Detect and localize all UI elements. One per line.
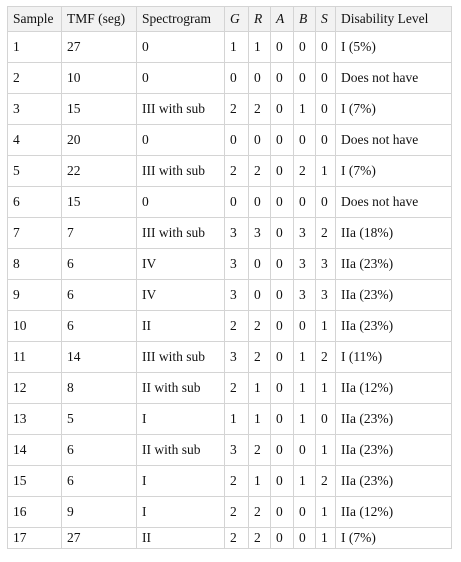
cell-b: 3 bbox=[294, 218, 316, 249]
cell-disability-level: IIa (23%) bbox=[336, 311, 452, 342]
cell-tmf: 8 bbox=[62, 373, 137, 404]
cell-disability-level: IIa (23%) bbox=[336, 249, 452, 280]
cell-b: 0 bbox=[294, 32, 316, 63]
cell-s: 3 bbox=[316, 280, 336, 311]
table-row bbox=[8, 528, 452, 549]
cell-g: 2 bbox=[225, 528, 249, 549]
cell-r: 1 bbox=[249, 373, 271, 404]
cell-b: 0 bbox=[294, 435, 316, 466]
cell-disability-level: I (7%) bbox=[336, 94, 452, 125]
cell-tmf: 27 bbox=[62, 32, 137, 63]
cell-b: 0 bbox=[294, 125, 316, 156]
column-header-spectrogram: Spectrogram bbox=[137, 7, 225, 32]
cell-b: 1 bbox=[294, 94, 316, 125]
cell-sample: 3 bbox=[8, 94, 62, 125]
cell-b: 0 bbox=[294, 497, 316, 528]
cell-s: 1 bbox=[316, 156, 336, 187]
cell-sample: 10 bbox=[8, 311, 62, 342]
cell-a: 0 bbox=[271, 311, 294, 342]
column-header-tmf: TMF (seg) bbox=[62, 7, 137, 32]
cell-a: 0 bbox=[271, 466, 294, 497]
cell-s: 0 bbox=[316, 63, 336, 94]
cell-s: 1 bbox=[316, 435, 336, 466]
column-header-b: B bbox=[294, 7, 316, 32]
table-row bbox=[8, 94, 452, 125]
table-row bbox=[8, 218, 452, 249]
cell-g: 2 bbox=[225, 497, 249, 528]
cell-r: 2 bbox=[249, 156, 271, 187]
cell-spectrogram: II bbox=[137, 528, 225, 549]
cell-r: 0 bbox=[249, 187, 271, 218]
cell-spectrogram: 0 bbox=[137, 125, 225, 156]
cell-s: 1 bbox=[316, 311, 336, 342]
cell-s: 3 bbox=[316, 249, 336, 280]
cell-spectrogram: III with sub bbox=[137, 156, 225, 187]
table-row bbox=[8, 342, 452, 373]
cell-g: 3 bbox=[225, 249, 249, 280]
cell-b: 0 bbox=[294, 311, 316, 342]
cell-b: 1 bbox=[294, 342, 316, 373]
cell-disability-level: IIa (23%) bbox=[336, 466, 452, 497]
cell-b: 1 bbox=[294, 466, 316, 497]
cell-sample: 11 bbox=[8, 342, 62, 373]
cell-r: 2 bbox=[249, 497, 271, 528]
cell-r: 2 bbox=[249, 342, 271, 373]
cell-g: 3 bbox=[225, 218, 249, 249]
cell-s: 2 bbox=[316, 466, 336, 497]
cell-a: 0 bbox=[271, 32, 294, 63]
column-header-r: R bbox=[249, 7, 271, 32]
cell-tmf: 6 bbox=[62, 466, 137, 497]
cell-tmf: 22 bbox=[62, 156, 137, 187]
cell-spectrogram: II bbox=[137, 311, 225, 342]
cell-b: 0 bbox=[294, 528, 316, 549]
cell-spectrogram: I bbox=[137, 404, 225, 435]
table-row bbox=[8, 373, 452, 404]
cell-a: 0 bbox=[271, 63, 294, 94]
cell-g: 1 bbox=[225, 404, 249, 435]
table-row bbox=[8, 125, 452, 156]
cell-r: 2 bbox=[249, 311, 271, 342]
cell-s: 0 bbox=[316, 94, 336, 125]
cell-b: 1 bbox=[294, 404, 316, 435]
cell-r: 0 bbox=[249, 63, 271, 94]
cell-sample: 5 bbox=[8, 156, 62, 187]
cell-g: 2 bbox=[225, 373, 249, 404]
cell-r: 1 bbox=[249, 32, 271, 63]
cell-g: 0 bbox=[225, 125, 249, 156]
cell-g: 2 bbox=[225, 466, 249, 497]
cell-g: 1 bbox=[225, 32, 249, 63]
cell-disability-level: IIa (18%) bbox=[336, 218, 452, 249]
cell-spectrogram: 0 bbox=[137, 63, 225, 94]
cell-sample: 14 bbox=[8, 435, 62, 466]
cell-s: 1 bbox=[316, 497, 336, 528]
table-row bbox=[8, 497, 452, 528]
cell-disability-level: IIa (23%) bbox=[336, 280, 452, 311]
cell-sample: 2 bbox=[8, 63, 62, 94]
cell-r: 3 bbox=[249, 218, 271, 249]
cell-sample: 9 bbox=[8, 280, 62, 311]
cell-sample: 7 bbox=[8, 218, 62, 249]
cell-s: 1 bbox=[316, 528, 336, 549]
cell-tmf: 14 bbox=[62, 342, 137, 373]
column-header-disability-level: Disability Level bbox=[336, 7, 452, 32]
cell-sample: 8 bbox=[8, 249, 62, 280]
cell-spectrogram: IV bbox=[137, 249, 225, 280]
cell-sample: 17 bbox=[8, 528, 62, 549]
table-header bbox=[8, 7, 452, 32]
cell-a: 0 bbox=[271, 187, 294, 218]
cell-spectrogram: IV bbox=[137, 280, 225, 311]
cell-s: 0 bbox=[316, 32, 336, 63]
cell-b: 0 bbox=[294, 63, 316, 94]
cell-g: 0 bbox=[225, 63, 249, 94]
cell-a: 0 bbox=[271, 435, 294, 466]
cell-a: 0 bbox=[271, 280, 294, 311]
table-row bbox=[8, 156, 452, 187]
cell-tmf: 6 bbox=[62, 311, 137, 342]
cell-g: 2 bbox=[225, 156, 249, 187]
table-row bbox=[8, 249, 452, 280]
cell-a: 0 bbox=[271, 497, 294, 528]
table-row bbox=[8, 32, 452, 63]
cell-disability-level: I (5%) bbox=[336, 32, 452, 63]
cell-spectrogram: III with sub bbox=[137, 342, 225, 373]
cell-sample: 12 bbox=[8, 373, 62, 404]
cell-a: 0 bbox=[271, 218, 294, 249]
cell-disability-level: Does not have bbox=[336, 125, 452, 156]
cell-r: 1 bbox=[249, 404, 271, 435]
cell-spectrogram: 0 bbox=[137, 187, 225, 218]
cell-sample: 4 bbox=[8, 125, 62, 156]
cell-tmf: 6 bbox=[62, 249, 137, 280]
cell-a: 0 bbox=[271, 404, 294, 435]
cell-a: 0 bbox=[271, 342, 294, 373]
cell-spectrogram: I bbox=[137, 497, 225, 528]
cell-g: 3 bbox=[225, 435, 249, 466]
cell-sample: 15 bbox=[8, 466, 62, 497]
cell-tmf: 9 bbox=[62, 497, 137, 528]
cell-spectrogram: II with sub bbox=[137, 435, 225, 466]
cell-tmf: 27 bbox=[62, 528, 137, 549]
cell-r: 2 bbox=[249, 94, 271, 125]
column-header-sample: Sample bbox=[8, 7, 62, 32]
table-row bbox=[8, 63, 452, 94]
cell-tmf: 10 bbox=[62, 63, 137, 94]
cell-r: 0 bbox=[249, 249, 271, 280]
cell-r: 0 bbox=[249, 280, 271, 311]
column-header-a: A bbox=[271, 7, 294, 32]
cell-s: 2 bbox=[316, 218, 336, 249]
cell-s: 1 bbox=[316, 373, 336, 404]
cell-b: 0 bbox=[294, 187, 316, 218]
cell-disability-level: I (7%) bbox=[336, 156, 452, 187]
cell-disability-level: IIa (23%) bbox=[336, 435, 452, 466]
cell-a: 0 bbox=[271, 125, 294, 156]
cell-tmf: 15 bbox=[62, 187, 137, 218]
cell-a: 0 bbox=[271, 528, 294, 549]
cell-a: 0 bbox=[271, 94, 294, 125]
table-row bbox=[8, 280, 452, 311]
cell-r: 0 bbox=[249, 125, 271, 156]
cell-s: 0 bbox=[316, 187, 336, 218]
cell-tmf: 7 bbox=[62, 218, 137, 249]
cell-spectrogram: 0 bbox=[137, 32, 225, 63]
table-row bbox=[8, 435, 452, 466]
cell-tmf: 5 bbox=[62, 404, 137, 435]
cell-tmf: 6 bbox=[62, 280, 137, 311]
cell-disability-level: Does not have bbox=[336, 63, 452, 94]
cell-tmf: 6 bbox=[62, 435, 137, 466]
data-table bbox=[7, 6, 452, 549]
header-row bbox=[8, 7, 452, 32]
cell-disability-level: IIa (23%) bbox=[336, 404, 452, 435]
cell-a: 0 bbox=[271, 249, 294, 280]
cell-disability-level: I (11%) bbox=[336, 342, 452, 373]
cell-tmf: 15 bbox=[62, 94, 137, 125]
cell-spectrogram: II with sub bbox=[137, 373, 225, 404]
cell-b: 3 bbox=[294, 249, 316, 280]
cell-b: 3 bbox=[294, 280, 316, 311]
cell-disability-level: I (7%) bbox=[336, 528, 452, 549]
cell-a: 0 bbox=[271, 156, 294, 187]
cell-spectrogram: III with sub bbox=[137, 94, 225, 125]
cell-disability-level: IIa (12%) bbox=[336, 497, 452, 528]
cell-s: 0 bbox=[316, 125, 336, 156]
cell-sample: 6 bbox=[8, 187, 62, 218]
table-row bbox=[8, 466, 452, 497]
column-header-s: S bbox=[316, 7, 336, 32]
cell-r: 2 bbox=[249, 528, 271, 549]
cell-r: 2 bbox=[249, 435, 271, 466]
cell-b: 2 bbox=[294, 156, 316, 187]
cell-g: 3 bbox=[225, 280, 249, 311]
cell-sample: 1 bbox=[8, 32, 62, 63]
cell-sample: 13 bbox=[8, 404, 62, 435]
cell-disability-level: IIa (12%) bbox=[336, 373, 452, 404]
table-row bbox=[8, 311, 452, 342]
cell-a: 0 bbox=[271, 373, 294, 404]
cell-g: 3 bbox=[225, 342, 249, 373]
table-body bbox=[8, 32, 452, 549]
cell-disability-level: Does not have bbox=[336, 187, 452, 218]
cell-b: 1 bbox=[294, 373, 316, 404]
cell-g: 2 bbox=[225, 311, 249, 342]
cell-r: 1 bbox=[249, 466, 271, 497]
table-row bbox=[8, 404, 452, 435]
cell-s: 2 bbox=[316, 342, 336, 373]
cell-g: 2 bbox=[225, 94, 249, 125]
cell-spectrogram: III with sub bbox=[137, 218, 225, 249]
column-header-g: G bbox=[225, 7, 249, 32]
table-row bbox=[8, 187, 452, 218]
cell-spectrogram: I bbox=[137, 466, 225, 497]
cell-g: 0 bbox=[225, 187, 249, 218]
cell-tmf: 20 bbox=[62, 125, 137, 156]
cell-sample: 16 bbox=[8, 497, 62, 528]
cell-s: 0 bbox=[316, 404, 336, 435]
